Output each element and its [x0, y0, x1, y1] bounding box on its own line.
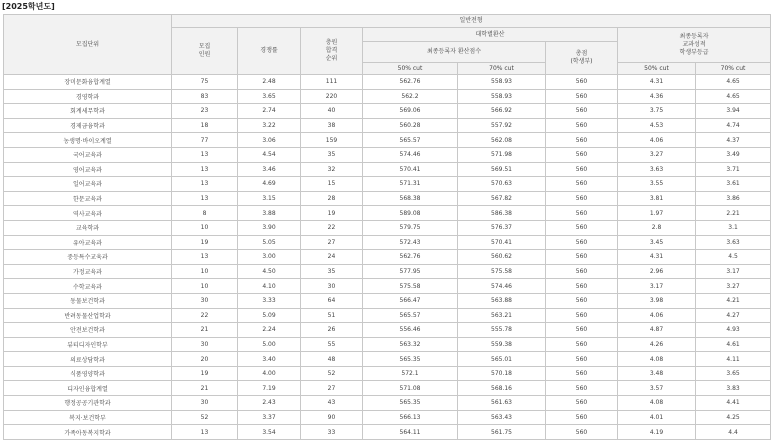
- cell-score-70-cut: 569.51: [458, 162, 546, 177]
- cell-quota: 75: [172, 75, 238, 90]
- header-competition: 경쟁률: [238, 28, 301, 75]
- cell-total-score: 560: [546, 279, 618, 294]
- table-row: [4, 147, 771, 162]
- cell-quota: 10: [172, 264, 238, 279]
- admission-results-table: [3, 14, 771, 440]
- cell-grade-70-cut: 3.83: [696, 381, 771, 396]
- cell-score-50-cut: 589.08: [363, 206, 458, 221]
- cell-grade-70-cut: 4.11: [696, 352, 771, 367]
- cell-competition-rate: 3.37: [238, 410, 301, 425]
- cell-grade-70-cut: 3.63: [696, 235, 771, 250]
- cell-score-70-cut: 571.98: [458, 147, 546, 162]
- cell-score-50-cut: 562.76: [363, 250, 458, 265]
- cell-score-70-cut: 559.38: [458, 337, 546, 352]
- cell-unit: 회계세무학과: [4, 104, 172, 119]
- cell-competition-rate: 2.48: [238, 75, 301, 90]
- cell-unit: 유아교육과: [4, 235, 172, 250]
- cell-rank: 220: [301, 89, 363, 104]
- cell-total-score: 560: [546, 191, 618, 206]
- page-title: [2025학년도]: [2, 2, 55, 11]
- cell-grade-50-cut: 4.08: [618, 352, 696, 367]
- cell-rank: 35: [301, 264, 363, 279]
- cell-quota: 22: [172, 308, 238, 323]
- cell-grade-50-cut: 4.36: [618, 89, 696, 104]
- cell-rank: 28: [301, 191, 363, 206]
- table-body: [4, 75, 771, 440]
- cell-grade-50-cut: 1.97: [618, 206, 696, 221]
- cell-grade-50-cut: 3.75: [618, 104, 696, 119]
- cell-grade-70-cut: 4.21: [696, 293, 771, 308]
- cell-total-score: 560: [546, 75, 618, 90]
- cell-competition-rate: 2.24: [238, 323, 301, 338]
- table-row: [4, 162, 771, 177]
- header-grade-group: 최종등록자 교과성적 학생부등급: [618, 28, 771, 63]
- cell-score-70-cut: 557.92: [458, 118, 546, 133]
- cell-score-50-cut: 564.11: [363, 425, 458, 440]
- cell-grade-70-cut: 4.25: [696, 410, 771, 425]
- cell-grade-50-cut: 4.26: [618, 337, 696, 352]
- cell-grade-70-cut: 4.61: [696, 337, 771, 352]
- cell-score-50-cut: 565.57: [363, 133, 458, 148]
- cell-grade-70-cut: 4.5: [696, 250, 771, 265]
- cell-grade-50-cut: 4.31: [618, 250, 696, 265]
- cell-quota: 19: [172, 235, 238, 250]
- cell-total-score: 560: [546, 366, 618, 381]
- table-row: [4, 366, 771, 381]
- header-university-converted: 대학별환산: [363, 28, 618, 42]
- cell-rank: 26: [301, 323, 363, 338]
- cell-total-score: 560: [546, 323, 618, 338]
- cell-rank: 51: [301, 308, 363, 323]
- table-row: [4, 104, 771, 119]
- cell-score-70-cut: 575.58: [458, 264, 546, 279]
- cell-quota: 30: [172, 293, 238, 308]
- cell-total-score: 560: [546, 235, 618, 250]
- cell-competition-rate: 2.74: [238, 104, 301, 119]
- cell-grade-50-cut: 3.27: [618, 147, 696, 162]
- cell-quota: 30: [172, 337, 238, 352]
- cell-rank: 22: [301, 220, 363, 235]
- cell-total-score: 560: [546, 410, 618, 425]
- cell-total-score: 560: [546, 118, 618, 133]
- cell-total-score: 560: [546, 89, 618, 104]
- cell-score-70-cut: 567.82: [458, 191, 546, 206]
- cell-quota: 83: [172, 89, 238, 104]
- cell-rank: 27: [301, 381, 363, 396]
- cell-unit: 일어교육과: [4, 177, 172, 192]
- table-row: [4, 381, 771, 396]
- cell-score-50-cut: 562.2: [363, 89, 458, 104]
- cell-total-score: 560: [546, 352, 618, 367]
- cell-unit: 한문교육과: [4, 191, 172, 206]
- cell-score-70-cut: 576.37: [458, 220, 546, 235]
- cell-grade-50-cut: 4.01: [618, 410, 696, 425]
- cell-quota: 18: [172, 118, 238, 133]
- table-row: [4, 425, 771, 440]
- header-grade-50-cut: 50% cut: [618, 63, 696, 75]
- cell-score-70-cut: 560.62: [458, 250, 546, 265]
- cell-rank: 52: [301, 366, 363, 381]
- cell-unit: 역사교육과: [4, 206, 172, 221]
- cell-total-score: 560: [546, 425, 618, 440]
- table-row: [4, 75, 771, 90]
- header-unit: 모집단위: [4, 15, 172, 75]
- cell-grade-70-cut: 3.49: [696, 147, 771, 162]
- cell-total-score: 560: [546, 104, 618, 119]
- cell-score-50-cut: 570.41: [363, 162, 458, 177]
- cell-unit: 행정공공기관학과: [4, 396, 172, 411]
- cell-rank: 40: [301, 104, 363, 119]
- cell-unit: 안전보건학과: [4, 323, 172, 338]
- cell-total-score: 560: [546, 147, 618, 162]
- cell-total-score: 560: [546, 133, 618, 148]
- cell-rank: 33: [301, 425, 363, 440]
- cell-grade-70-cut: 4.93: [696, 323, 771, 338]
- cell-unit: 식품영양학과: [4, 366, 172, 381]
- cell-total-score: 560: [546, 293, 618, 308]
- cell-unit: 동물보건학과: [4, 293, 172, 308]
- cell-total-score: 560: [546, 220, 618, 235]
- cell-total-score: 560: [546, 308, 618, 323]
- table-row: [4, 323, 771, 338]
- cell-score-70-cut: 574.46: [458, 279, 546, 294]
- cell-score-70-cut: 561.75: [458, 425, 546, 440]
- cell-competition-rate: 4.10: [238, 279, 301, 294]
- header-final-score: 최종등록자 환산점수: [363, 42, 546, 63]
- cell-score-70-cut: 563.21: [458, 308, 546, 323]
- table-row: [4, 308, 771, 323]
- cell-competition-rate: 4.50: [238, 264, 301, 279]
- cell-total-score: 560: [546, 337, 618, 352]
- cell-total-score: 560: [546, 177, 618, 192]
- cell-unit: 뷰티디자인학부: [4, 337, 172, 352]
- cell-unit: 복지·보건학부: [4, 410, 172, 425]
- cell-score-50-cut: 565.35: [363, 396, 458, 411]
- cell-score-50-cut: 568.38: [363, 191, 458, 206]
- cell-grade-70-cut: 3.1: [696, 220, 771, 235]
- cell-total-score: 560: [546, 381, 618, 396]
- cell-grade-70-cut: 3.27: [696, 279, 771, 294]
- cell-score-70-cut: 570.63: [458, 177, 546, 192]
- cell-unit: 반려동물산업학과: [4, 308, 172, 323]
- cell-grade-70-cut: 4.74: [696, 118, 771, 133]
- cell-competition-rate: 5.05: [238, 235, 301, 250]
- cell-total-score: 560: [546, 206, 618, 221]
- cell-competition-rate: 7.19: [238, 381, 301, 396]
- cell-score-50-cut: 572.1: [363, 366, 458, 381]
- cell-unit: 농생명·바이오계열: [4, 133, 172, 148]
- cell-unit: 의료상담학과: [4, 352, 172, 367]
- cell-score-70-cut: 566.92: [458, 104, 546, 119]
- cell-total-score: 560: [546, 250, 618, 265]
- cell-quota: 23: [172, 104, 238, 119]
- table-row: [4, 89, 771, 104]
- cell-score-70-cut: 555.78: [458, 323, 546, 338]
- cell-grade-50-cut: 2.8: [618, 220, 696, 235]
- cell-grade-70-cut: 3.17: [696, 264, 771, 279]
- cell-grade-50-cut: 3.63: [618, 162, 696, 177]
- cell-competition-rate: 3.46: [238, 162, 301, 177]
- cell-quota: 20: [172, 352, 238, 367]
- cell-total-score: 560: [546, 396, 618, 411]
- table-row: [4, 191, 771, 206]
- cell-rank: 159: [301, 133, 363, 148]
- header-grade-70-cut: 70% cut: [696, 63, 771, 75]
- cell-rank: 19: [301, 206, 363, 221]
- cell-competition-rate: 3.88: [238, 206, 301, 221]
- cell-rank: 15: [301, 177, 363, 192]
- cell-grade-50-cut: 3.45: [618, 235, 696, 250]
- cell-competition-rate: 3.40: [238, 352, 301, 367]
- cell-competition-rate: 5.00: [238, 337, 301, 352]
- cell-unit: 수학교육과: [4, 279, 172, 294]
- cell-score-50-cut: 565.35: [363, 352, 458, 367]
- cell-score-50-cut: 577.95: [363, 264, 458, 279]
- cell-quota: 21: [172, 323, 238, 338]
- cell-competition-rate: 3.15: [238, 191, 301, 206]
- cell-score-70-cut: 558.93: [458, 89, 546, 104]
- cell-grade-50-cut: 3.17: [618, 279, 696, 294]
- cell-grade-50-cut: 3.81: [618, 191, 696, 206]
- cell-score-50-cut: 571.08: [363, 381, 458, 396]
- cell-grade-70-cut: 3.71: [696, 162, 771, 177]
- cell-score-70-cut: 561.63: [458, 396, 546, 411]
- cell-rank: 35: [301, 147, 363, 162]
- table-row: [4, 337, 771, 352]
- cell-quota: 13: [172, 162, 238, 177]
- cell-grade-50-cut: 4.53: [618, 118, 696, 133]
- cell-score-70-cut: 563.43: [458, 410, 546, 425]
- cell-score-50-cut: 565.57: [363, 308, 458, 323]
- cell-rank: 32: [301, 162, 363, 177]
- table-row: [4, 177, 771, 192]
- cell-competition-rate: 3.00: [238, 250, 301, 265]
- cell-competition-rate: 3.06: [238, 133, 301, 148]
- cell-grade-70-cut: 4.65: [696, 89, 771, 104]
- header-general: 일반전형: [172, 15, 771, 28]
- cell-score-50-cut: 566.47: [363, 293, 458, 308]
- cell-score-50-cut: 572.43: [363, 235, 458, 250]
- cell-competition-rate: 3.65: [238, 89, 301, 104]
- cell-grade-70-cut: 3.61: [696, 177, 771, 192]
- cell-rank: 24: [301, 250, 363, 265]
- cell-grade-70-cut: 3.86: [696, 191, 771, 206]
- cell-score-70-cut: 562.08: [458, 133, 546, 148]
- cell-score-70-cut: 563.88: [458, 293, 546, 308]
- cell-score-50-cut: 574.46: [363, 147, 458, 162]
- cell-score-70-cut: 586.38: [458, 206, 546, 221]
- cell-unit: 영어교육과: [4, 162, 172, 177]
- cell-unit: 국어교육과: [4, 147, 172, 162]
- cell-quota: 10: [172, 279, 238, 294]
- cell-score-50-cut: 562.76: [363, 75, 458, 90]
- cell-grade-50-cut: 4.31: [618, 75, 696, 90]
- cell-rank: 64: [301, 293, 363, 308]
- cell-total-score: 560: [546, 264, 618, 279]
- cell-unit: 중등특수교육과: [4, 250, 172, 265]
- cell-rank: 30: [301, 279, 363, 294]
- cell-grade-50-cut: 3.55: [618, 177, 696, 192]
- header-score-70-cut: 70% cut: [458, 63, 546, 75]
- cell-quota: 13: [172, 425, 238, 440]
- cell-quota: 13: [172, 177, 238, 192]
- cell-grade-70-cut: 4.4: [696, 425, 771, 440]
- cell-total-score: 560: [546, 162, 618, 177]
- table-row: [4, 352, 771, 367]
- cell-quota: 21: [172, 381, 238, 396]
- cell-grade-70-cut: 4.37: [696, 133, 771, 148]
- table-row: [4, 293, 771, 308]
- table-row: [4, 396, 771, 411]
- cell-score-70-cut: 565.01: [458, 352, 546, 367]
- header-rank: 충원 합격 순위: [301, 28, 363, 75]
- cell-grade-50-cut: 3.98: [618, 293, 696, 308]
- cell-grade-70-cut: 2.21: [696, 206, 771, 221]
- cell-grade-50-cut: 4.19: [618, 425, 696, 440]
- cell-quota: 19: [172, 366, 238, 381]
- cell-quota: 13: [172, 191, 238, 206]
- cell-rank: 38: [301, 118, 363, 133]
- cell-rank: 48: [301, 352, 363, 367]
- cell-competition-rate: 3.33: [238, 293, 301, 308]
- header-total: 총점 (학생부): [546, 42, 618, 75]
- cell-score-50-cut: 566.13: [363, 410, 458, 425]
- cell-score-50-cut: 579.75: [363, 220, 458, 235]
- cell-unit: 장미문화융합계열: [4, 75, 172, 90]
- cell-unit: 경영학과: [4, 89, 172, 104]
- cell-score-50-cut: 569.06: [363, 104, 458, 119]
- cell-score-50-cut: 563.32: [363, 337, 458, 352]
- cell-grade-50-cut: 3.57: [618, 381, 696, 396]
- cell-score-70-cut: 568.16: [458, 381, 546, 396]
- cell-score-70-cut: 570.41: [458, 235, 546, 250]
- table-row: [4, 279, 771, 294]
- cell-competition-rate: 3.54: [238, 425, 301, 440]
- cell-grade-70-cut: 4.65: [696, 75, 771, 90]
- cell-grade-70-cut: 3.65: [696, 366, 771, 381]
- table-row: [4, 264, 771, 279]
- table-row: [4, 133, 771, 148]
- cell-unit: 교육학과: [4, 220, 172, 235]
- cell-rank: 43: [301, 396, 363, 411]
- table-row: [4, 206, 771, 221]
- cell-quota: 77: [172, 133, 238, 148]
- cell-competition-rate: 3.90: [238, 220, 301, 235]
- table-row: [4, 250, 771, 265]
- cell-grade-50-cut: 4.87: [618, 323, 696, 338]
- cell-grade-50-cut: 4.06: [618, 308, 696, 323]
- cell-grade-50-cut: 4.08: [618, 396, 696, 411]
- cell-quota: 30: [172, 396, 238, 411]
- cell-grade-70-cut: 4.27: [696, 308, 771, 323]
- cell-competition-rate: 5.09: [238, 308, 301, 323]
- cell-quota: 10: [172, 220, 238, 235]
- table-row: [4, 118, 771, 133]
- table-row: [4, 410, 771, 425]
- cell-grade-70-cut: 3.94: [696, 104, 771, 119]
- cell-rank: 27: [301, 235, 363, 250]
- cell-score-50-cut: 575.58: [363, 279, 458, 294]
- table-row: [4, 220, 771, 235]
- cell-unit: 가정교육과: [4, 264, 172, 279]
- cell-grade-70-cut: 4.41: [696, 396, 771, 411]
- cell-competition-rate: 2.43: [238, 396, 301, 411]
- header-quota: 모집 인원: [172, 28, 238, 75]
- cell-grade-50-cut: 2.96: [618, 264, 696, 279]
- cell-unit: 경제금융학과: [4, 118, 172, 133]
- cell-score-70-cut: 570.18: [458, 366, 546, 381]
- cell-rank: 55: [301, 337, 363, 352]
- cell-competition-rate: 3.22: [238, 118, 301, 133]
- cell-competition-rate: 4.69: [238, 177, 301, 192]
- cell-quota: 13: [172, 147, 238, 162]
- cell-quota: 52: [172, 410, 238, 425]
- cell-competition-rate: 4.54: [238, 147, 301, 162]
- cell-quota: 8: [172, 206, 238, 221]
- cell-score-50-cut: 571.31: [363, 177, 458, 192]
- cell-score-50-cut: 560.28: [363, 118, 458, 133]
- cell-grade-50-cut: 4.06: [618, 133, 696, 148]
- cell-score-70-cut: 558.93: [458, 75, 546, 90]
- cell-score-50-cut: 556.46: [363, 323, 458, 338]
- header-score-50-cut: 50% cut: [363, 63, 458, 75]
- cell-competition-rate: 4.00: [238, 366, 301, 381]
- cell-rank: 90: [301, 410, 363, 425]
- cell-grade-50-cut: 3.48: [618, 366, 696, 381]
- cell-quota: 13: [172, 250, 238, 265]
- table-row: [4, 235, 771, 250]
- cell-unit: 디자인융합계열: [4, 381, 172, 396]
- cell-rank: 111: [301, 75, 363, 90]
- cell-unit: 가족아동복지학과: [4, 425, 172, 440]
